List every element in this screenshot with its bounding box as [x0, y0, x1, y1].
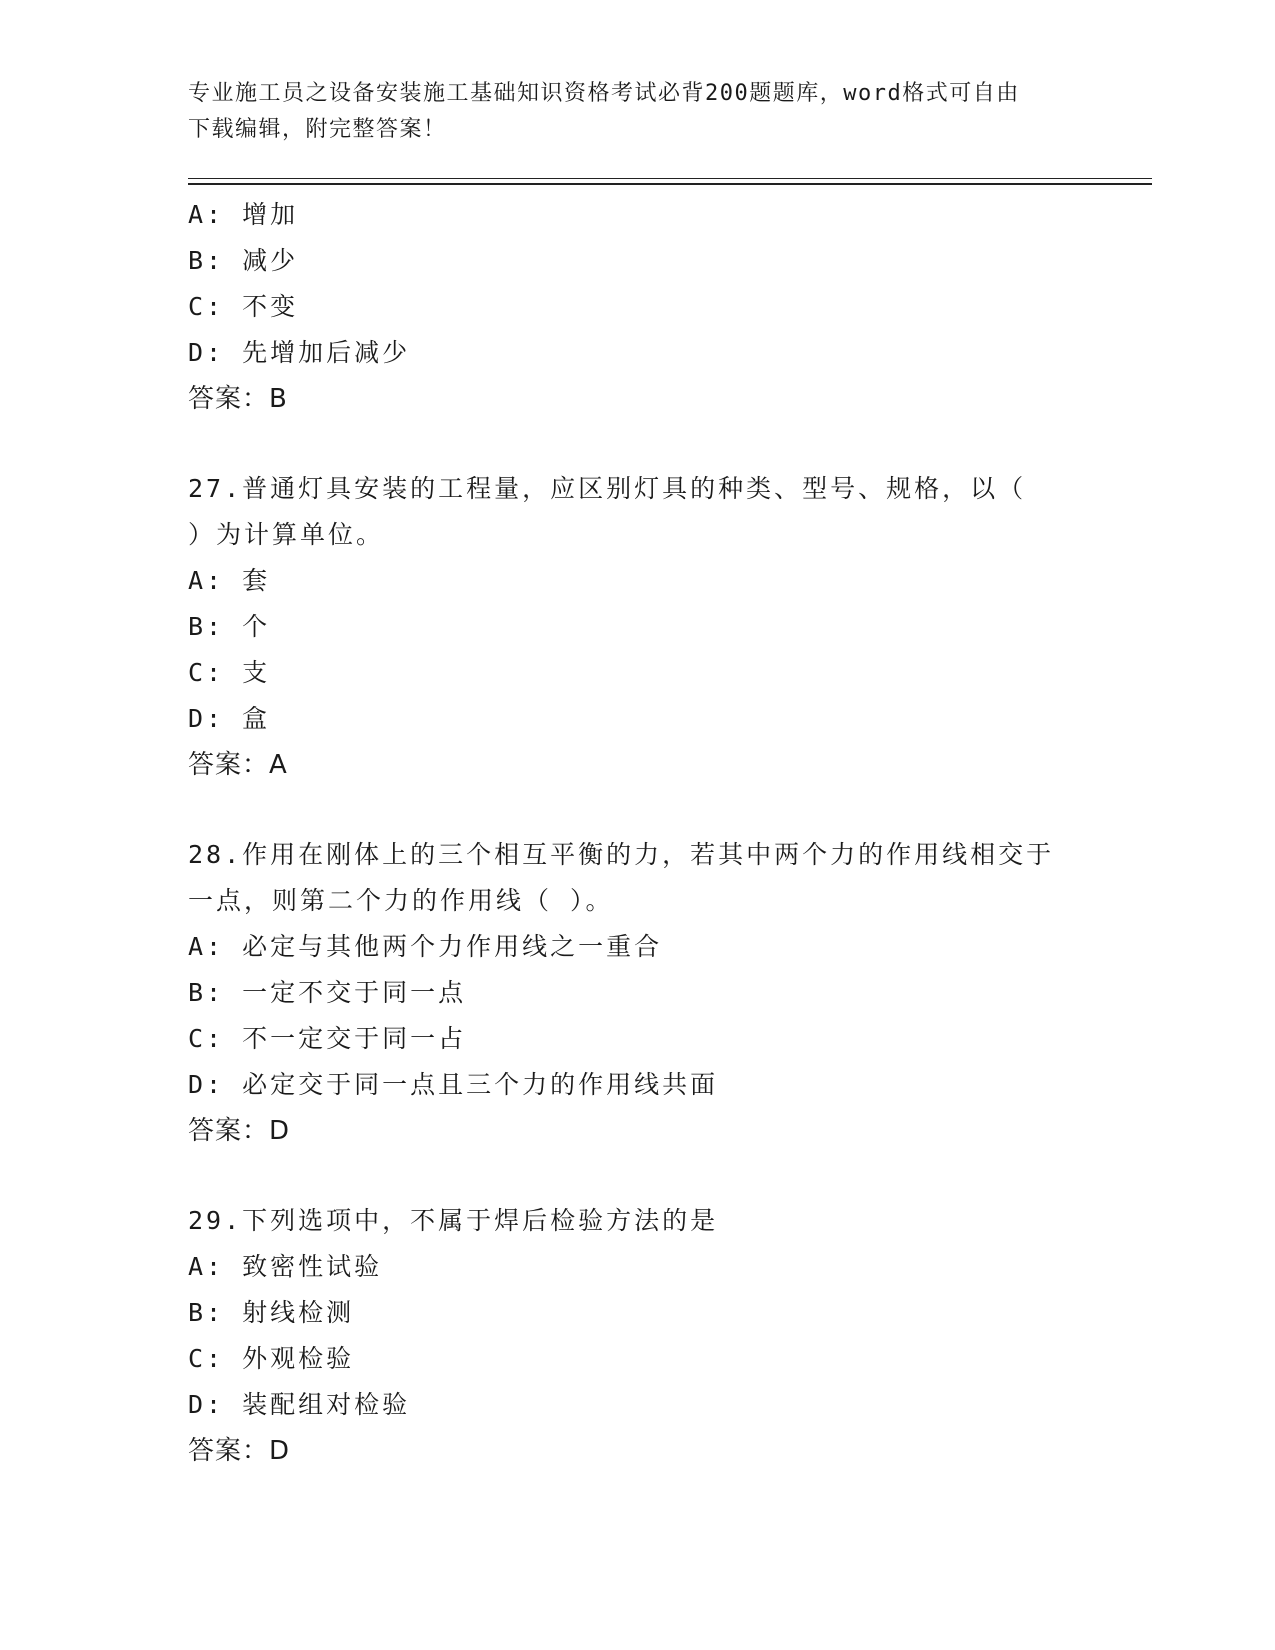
question-stem-line-1: 29.下列选项中，不属于焊后检验方法的是 [188, 1206, 719, 1235]
header-line-2: 下载编辑，附完整答案！ [188, 117, 447, 142]
option-a: A: 套 [188, 566, 271, 595]
option-b: B: 减少 [188, 246, 299, 275]
question-block-26 [188, 192, 1088, 422]
question-stem-line-2: ）为计算单位。 [188, 520, 385, 549]
header-rule-thin [188, 178, 1152, 179]
answer-line: 答案：D [188, 1116, 291, 1146]
option-b: B: 射线检测 [188, 1298, 355, 1327]
option-c: C: 不变 [188, 292, 299, 321]
question-list [188, 192, 1088, 1474]
answer-line: 答案：B [188, 384, 288, 414]
option-c: C: 不一定交于同一占 [188, 1024, 467, 1053]
question-stem-line-1: 27.普通灯具安装的工程量，应区别灯具的种类、型号、规格，以（ [188, 474, 1027, 503]
question-block-27 [188, 466, 1088, 788]
option-b: B: 个 [188, 612, 271, 641]
document-header [188, 76, 1078, 148]
option-d: D: 盒 [188, 704, 271, 733]
answer-line: 答案：D [188, 1436, 291, 1466]
option-d: D: 先增加后减少 [188, 338, 411, 367]
option-c: C: 支 [188, 658, 271, 687]
question-stem-line-1: 28.作用在刚体上的三个相互平衡的力，若其中两个力的作用线相交于 [188, 840, 1055, 869]
answer-line: 答案：A [188, 750, 288, 780]
header-line-1: 专业施工员之设备安装施工基础知识资格考试必背200题题库，word格式可自由 [188, 81, 1020, 106]
option-a: A: 致密性试验 [188, 1252, 383, 1281]
question-block-28 [188, 832, 1088, 1154]
option-c: C: 外观检验 [188, 1344, 355, 1373]
question-stem-line-2: 一点，则第二个力的作用线（ ）。 [188, 886, 614, 915]
option-d: D: 必定交于同一点且三个力的作用线共面 [188, 1070, 719, 1099]
option-a: A: 增加 [188, 200, 299, 229]
option-d: D: 装配组对检验 [188, 1390, 411, 1419]
option-a: A: 必定与其他两个力作用线之一重合 [188, 932, 663, 961]
question-block-29 [188, 1198, 1088, 1474]
option-b: B: 一定不交于同一点 [188, 978, 467, 1007]
header-rule-thick [188, 183, 1152, 185]
